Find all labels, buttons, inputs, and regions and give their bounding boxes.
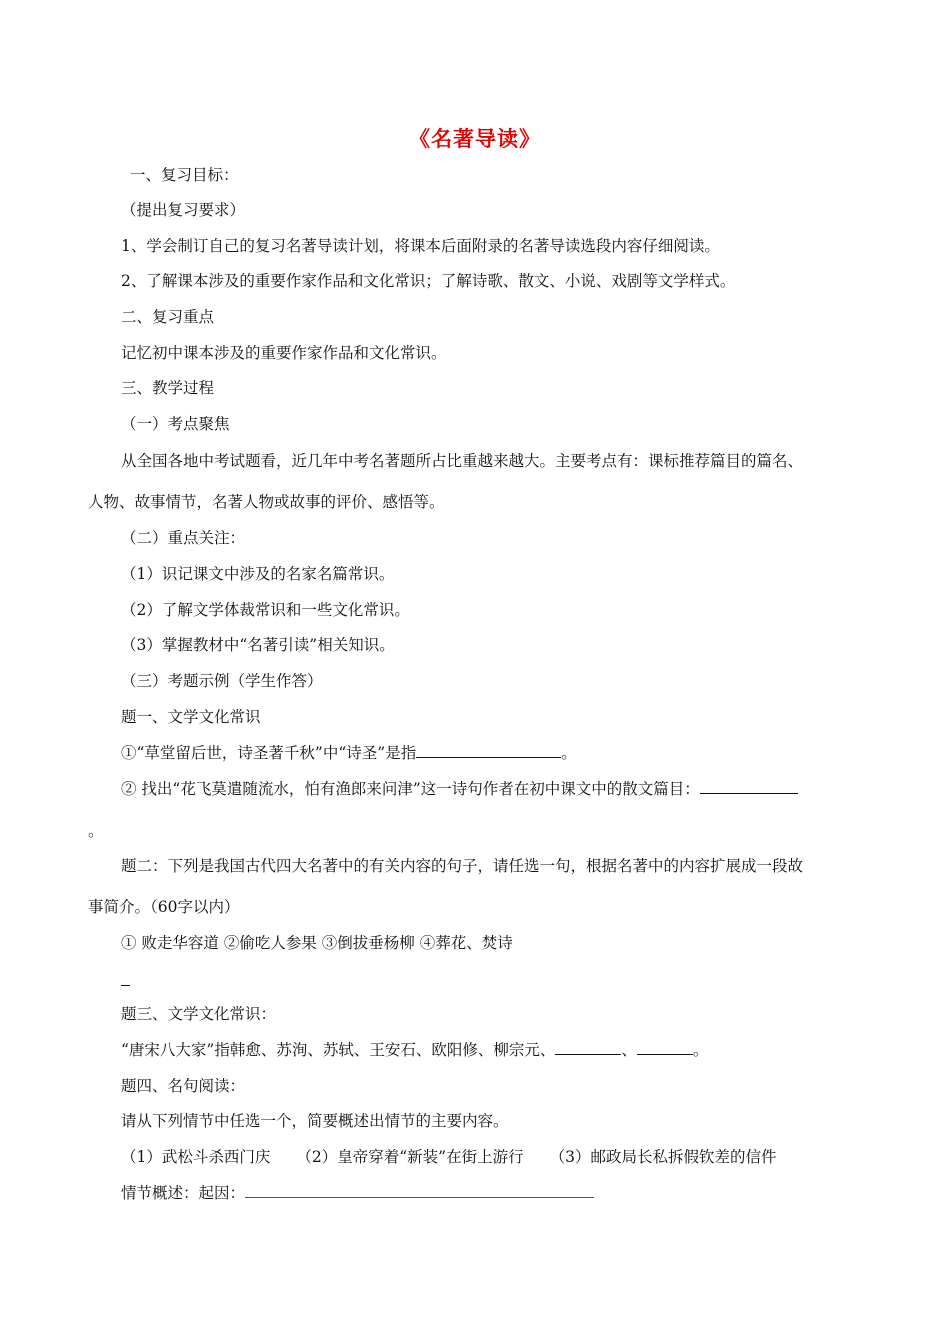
attention-item-1: （1）识记课文中涉及的名家名篇常识。 <box>121 565 395 583</box>
section-heading-focus: 二、复习重点 <box>121 308 215 326</box>
question-2-line-1: 题二：下列是我国古代四大名著中的有关内容的句子，请任选一句，根据名著中的内容扩展成一段故 <box>121 857 804 875</box>
answer-line <box>245 1183 594 1198</box>
question-1a-text: ①“草堂留后世，诗圣著千秋”中“诗圣”是指 <box>121 744 417 762</box>
answer-blank <box>700 779 798 794</box>
focus-text: 记忆初中课本涉及的重要作家作品和文化常识。 <box>121 344 447 362</box>
goal-item-1: 1、学会制订自己的复习名著导读计划，将课本后面附录的名著导读选段内容仔细阅读。 <box>121 237 720 255</box>
answer-dash <box>121 985 130 986</box>
question-4-options <box>121 1147 776 1167</box>
section-heading-goals: 一、复习目标： <box>130 166 239 184</box>
page-title: 《名著导读》 <box>409 127 541 151</box>
attention-item-2: （2）了解文学体裁常识和一些文化常识。 <box>121 601 410 619</box>
section-heading-process: 三、教学过程 <box>121 379 215 397</box>
goal-item-2: 2、了解课本涉及的重要作家作品和文化常识；了解诗歌、散文、小说、戏剧等文学样式。 <box>121 272 736 290</box>
question-1b-text: ② 找出“花飞莫遣随流水，怕有渔郎来问津”这一诗句作者在初中课文中的散文篇目： <box>121 780 700 798</box>
question-1b-end: 。 <box>88 822 104 840</box>
question-4-option-2: （2）皇帝穿着“新装”在街上游行 <box>296 1148 524 1166</box>
exam-focus-paragraph-line-1: 从全国各地中考试题看，近几年中考名著题所占比重越来越大。主要考点有：课标推荐篇目的篇名、 <box>121 452 804 470</box>
question-2-line-2: 事简介。（60字以内） <box>88 898 240 916</box>
question-1b <box>121 779 798 799</box>
question-3-prefix: “唐宋八大家”指韩愈、苏洵、苏轼、王安石、欧阳修、柳宗元、 <box>121 1041 556 1059</box>
question-4-summary-label: 情节概述：起因： <box>121 1184 246 1202</box>
subsection-exam-examples: （三）考题示例（学生作答） <box>121 672 323 690</box>
answer-blank <box>637 1040 693 1055</box>
question-4-option-1: （1）武松斗杀西门庆 <box>121 1148 271 1166</box>
subsection-key-attention: （二）重点关注： <box>121 529 246 547</box>
question-3-end: 。 <box>692 1041 709 1059</box>
question-1-heading: 题一、文学文化常识 <box>121 708 261 726</box>
question-3-separator: 、 <box>621 1041 637 1059</box>
question-2-options: ① 败走华容道 ②偷吃人参果 ③倒拔垂杨柳 ④葬花、焚诗 <box>121 934 513 952</box>
question-4-option-3: （3）邮政局长私拆假钦差的信件 <box>549 1148 777 1166</box>
question-3-text <box>121 1040 708 1060</box>
subsection-exam-focus: （一）考点聚焦 <box>121 415 230 433</box>
question-4-instruction: 请从下列情节中任选一个，简要概述出情节的主要内容。 <box>121 1112 509 1130</box>
attention-item-3: （3）掌握教材中“名著引读”相关知识。 <box>121 636 395 654</box>
exam-focus-paragraph-line-2: 人物、故事情节，名著人物或故事的评价、感悟等。 <box>88 493 445 511</box>
answer-blank <box>416 743 561 758</box>
question-1a-end: 。 <box>561 744 577 762</box>
question-4-heading: 题四、名句阅读： <box>121 1077 246 1095</box>
question-4-summary <box>121 1183 594 1203</box>
question-1a <box>121 743 577 763</box>
answer-blank <box>555 1040 621 1055</box>
goals-note: （提出复习要求） <box>121 201 246 219</box>
question-3-heading: 题三、文学文化常识： <box>121 1005 277 1023</box>
